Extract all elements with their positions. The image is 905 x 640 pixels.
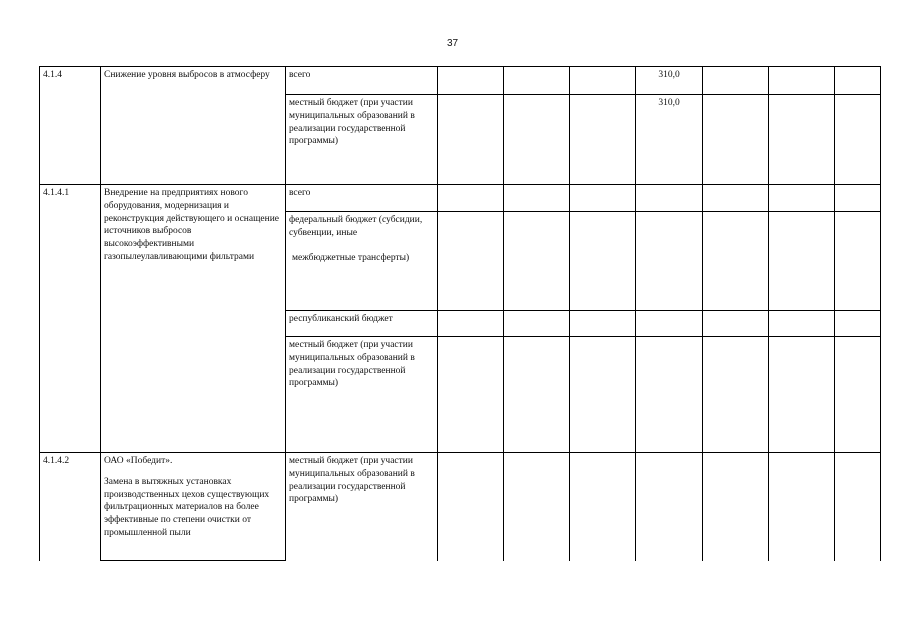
funding-source: местный бюджет (при участии муниципальных образований в реализации государственной программы)	[286, 337, 438, 453]
table-row	[40, 185, 881, 212]
value-cell	[835, 95, 881, 185]
budget-table	[39, 66, 881, 561]
value-cell	[769, 185, 835, 212]
value-cell	[769, 453, 835, 561]
page-number: 37	[446, 38, 459, 49]
value-cell	[570, 337, 636, 453]
item-code: 4.1.4.2	[40, 453, 101, 561]
value-cell	[636, 337, 703, 453]
value-cell	[769, 212, 835, 311]
value-cell	[835, 337, 881, 453]
value-cell	[438, 337, 504, 453]
value-cell	[504, 337, 570, 453]
item-name-org: ОАО «Победит».	[104, 456, 173, 466]
value-cell	[703, 185, 769, 212]
value-cell: 310,0	[636, 67, 703, 95]
value-cell	[570, 95, 636, 185]
value-cell	[769, 67, 835, 95]
value-cell	[835, 311, 881, 337]
value-cell	[636, 212, 703, 311]
value-cell	[570, 453, 636, 561]
value-cell	[703, 212, 769, 311]
value-cell	[636, 185, 703, 212]
value-cell	[504, 67, 570, 95]
value-cell	[438, 67, 504, 95]
value-cell	[636, 453, 703, 561]
value-cell	[504, 311, 570, 337]
value-cell	[703, 95, 769, 185]
funding-source: местный бюджет (при участии муниципальных образований в реализации государственной программы)	[286, 95, 438, 185]
value-cell	[835, 67, 881, 95]
value-cell	[835, 453, 881, 561]
value-cell	[504, 185, 570, 212]
item-name-desc: Замена в вытяжных установках производственных цехов существующих фильтрационных материалов на более эффективные по степени очистки от промышленной пыли	[104, 476, 270, 539]
value-cell	[504, 95, 570, 185]
value-cell	[769, 337, 835, 453]
value-cell	[438, 185, 504, 212]
funding-source-text: межбюджетные трансферты)	[292, 252, 410, 263]
funding-source: местный бюджет (при участии муниципальных образований в реализации государственной программы)	[286, 453, 438, 561]
funding-source	[286, 212, 438, 311]
item-name: Внедрение на предприятиях нового оборудования, модернизация и реконструкция действующего и оснащение источников выбросов высокоэффективными газопылеулавливающими фильтрами	[101, 185, 286, 453]
value-cell	[769, 311, 835, 337]
value-cell	[835, 185, 881, 212]
value-cell	[835, 212, 881, 311]
item-name: Снижение уровня выбросов в атмосферу	[101, 67, 286, 185]
value-cell	[703, 311, 769, 337]
value-cell	[438, 311, 504, 337]
table-row	[40, 453, 881, 561]
value-cell	[570, 185, 636, 212]
value-cell	[570, 67, 636, 95]
value-cell	[703, 67, 769, 95]
value-cell	[703, 337, 769, 453]
value-cell	[504, 212, 570, 311]
funding-source-text: федеральный бюджет (субсидии, субвенции, иные	[289, 215, 423, 238]
value-cell	[438, 95, 504, 185]
value-cell	[504, 453, 570, 561]
value-cell	[769, 95, 835, 185]
table-row	[40, 67, 881, 95]
value-cell	[703, 453, 769, 561]
value-cell: 310,0	[636, 95, 703, 185]
funding-source: всего	[286, 67, 438, 95]
value-cell	[438, 453, 504, 561]
item-name	[101, 453, 286, 561]
funding-source: всего	[286, 185, 438, 212]
item-code: 4.1.4	[40, 67, 101, 185]
value-cell	[438, 212, 504, 311]
item-code: 4.1.4.1	[40, 185, 101, 453]
funding-source: республиканский бюджет	[286, 311, 438, 337]
value-cell	[570, 212, 636, 311]
value-cell	[636, 311, 703, 337]
value-cell	[570, 311, 636, 337]
